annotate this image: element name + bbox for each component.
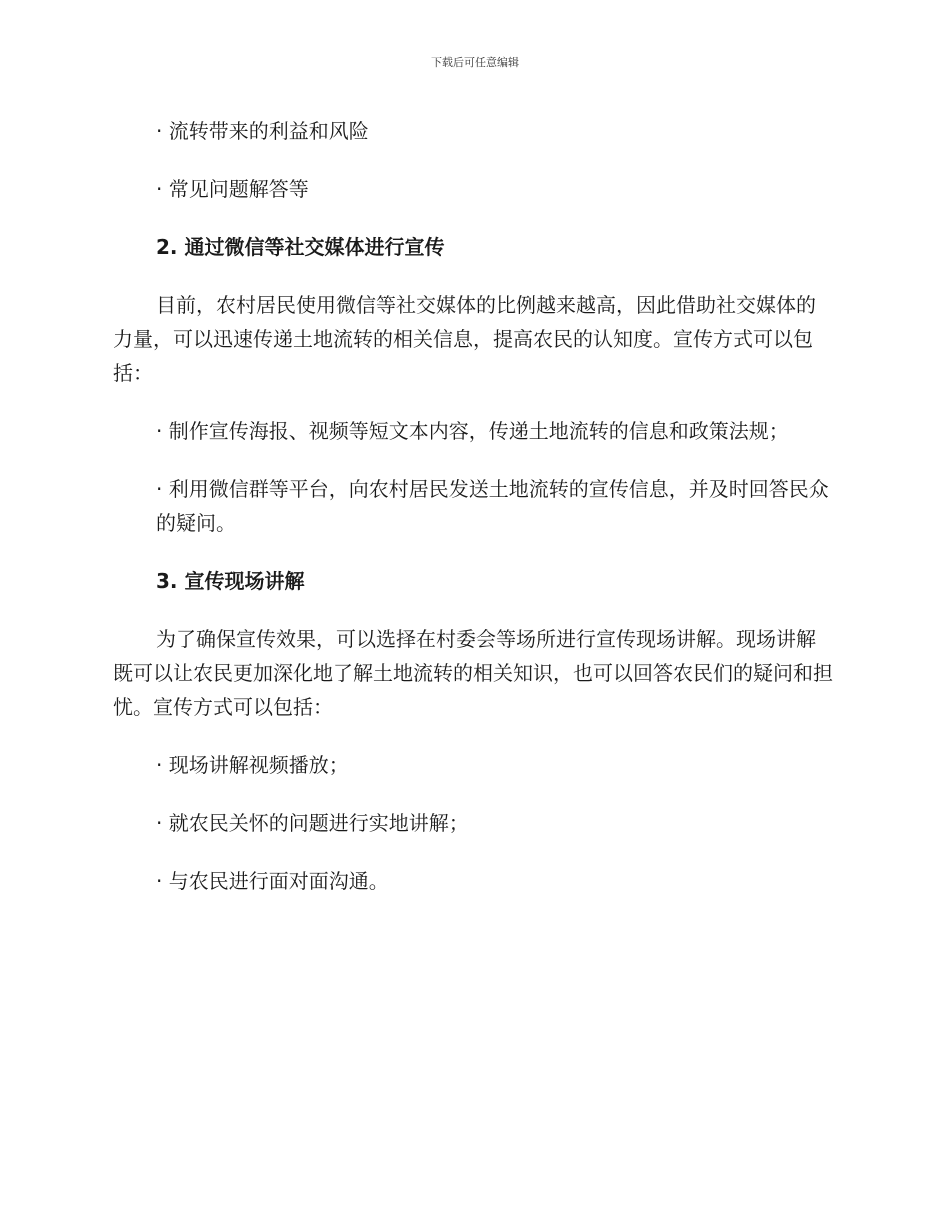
document-body	[113, 114, 833, 922]
list-item: · 流转带来的利益和风险	[156, 119, 369, 143]
section-3-paragraph: 为了确保宣传效果，可以选择在村委会等场所进行宣传现场讲解。现场讲解既可以让农民更加深化地了解土地流转的相关知识，也可以回答农民们的疑问和担忧。宣传方式可以包括：	[113, 627, 833, 719]
list-item: · 常见问题解答等	[156, 177, 309, 201]
list-item: · 就农民关怀的问题进行实地讲解；	[156, 811, 469, 835]
list-item: · 利用微信群等平台，向农村居民发送土地流转的宣传信息，并及时回答民众的疑问。	[156, 477, 829, 535]
list-item: · 制作宣传海报、视频等短文本内容，传递土地流转的信息和政策法规；	[156, 419, 789, 443]
section-2-paragraph: 目前，农村居民使用微信等社交媒体的比例越来越高，因此借助社交媒体的力量，可以迅速传递土地流转的相关信息，提高农民的认知度。宣传方式可以包括：	[113, 293, 816, 385]
section-heading-2: 2. 通过微信等社交媒体进行宣传	[156, 235, 445, 259]
list-item: · 现场讲解视频播放；	[156, 753, 349, 777]
section-heading-3: 3. 宣传现场讲解	[156, 569, 305, 593]
list-item: · 与农民进行面对面沟通。	[156, 869, 389, 893]
page-header: 下载后可任意编辑	[431, 56, 519, 69]
